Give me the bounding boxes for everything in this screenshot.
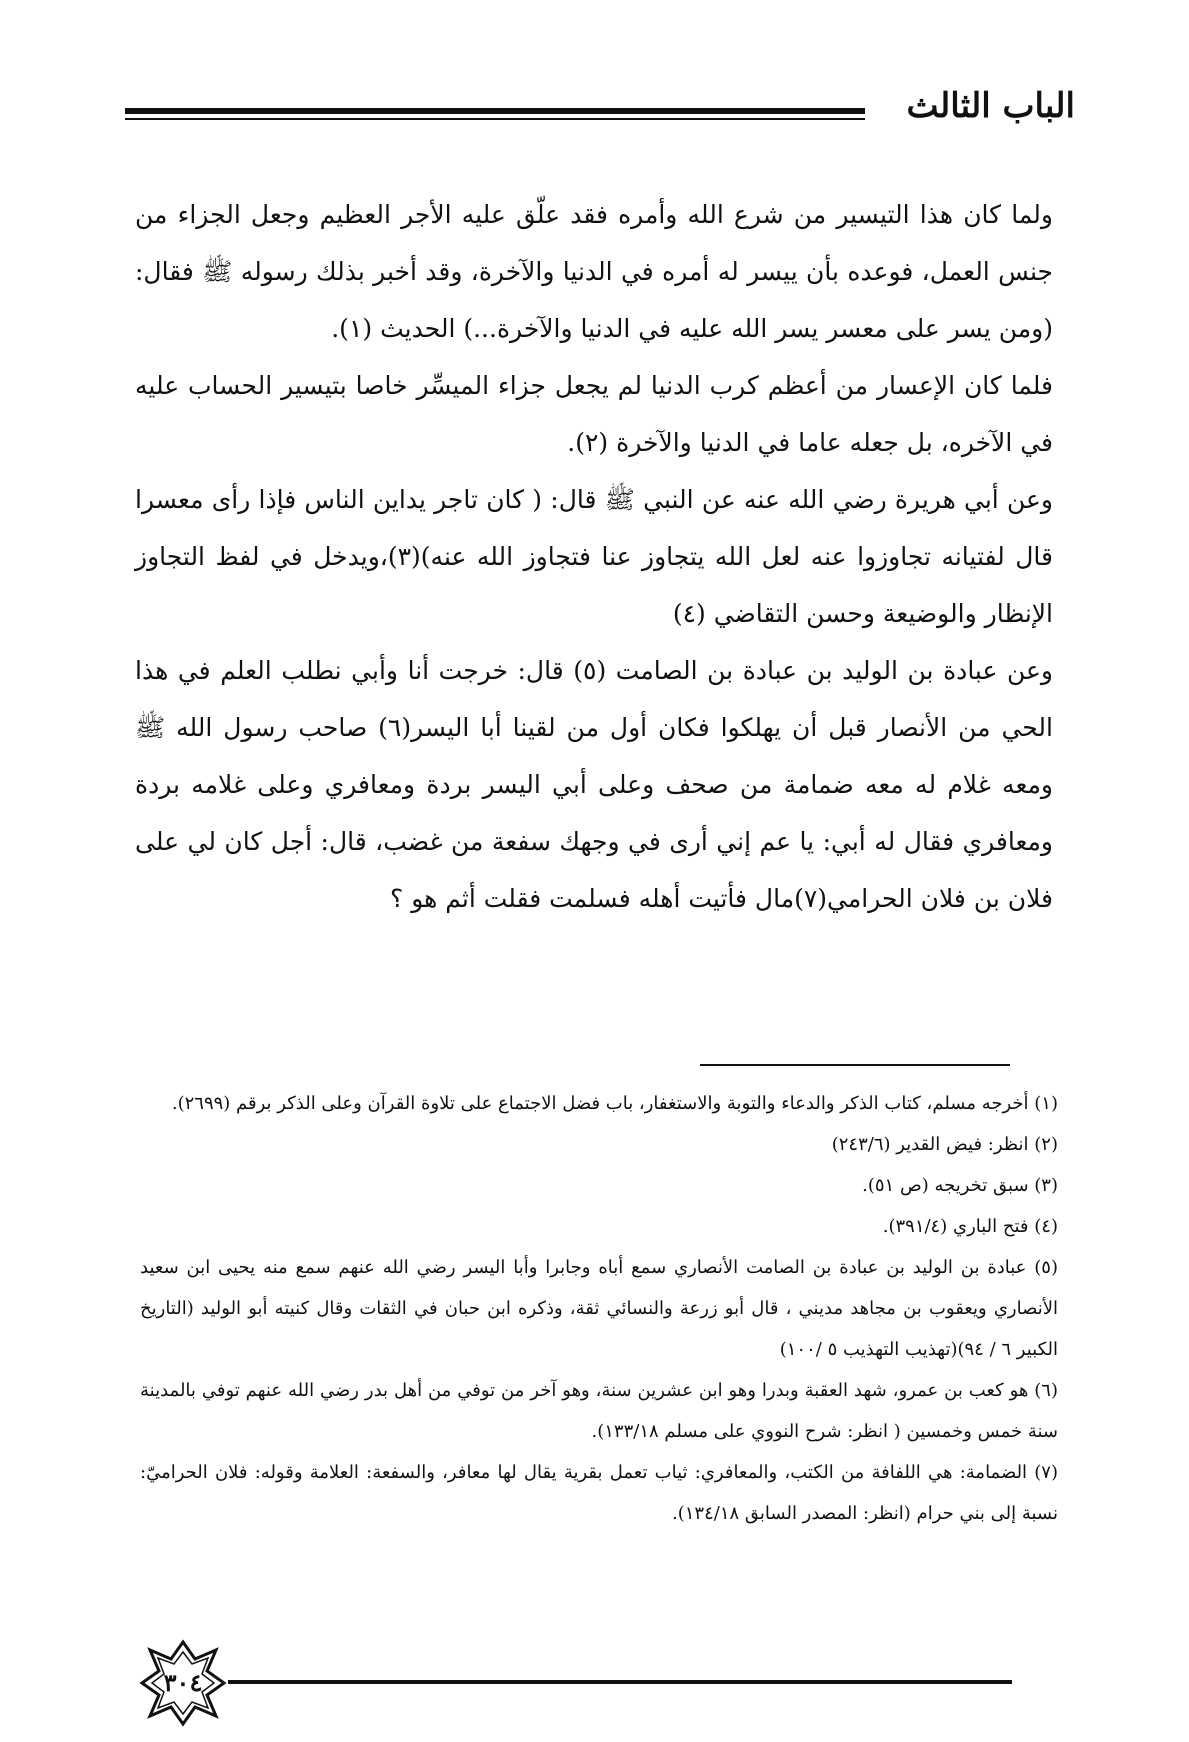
header-rule <box>125 108 865 122</box>
main-text <box>135 186 1053 927</box>
footnote-1: (١) أخرجه مسلم، كتاب الذكر والدعاء والتوبة والاستغفار، باب فضل الاجتماع على تلاوة القرآن وعلى الذكر برقم (٢٦٩٩). <box>171 1093 1058 1114</box>
page-header <box>125 78 1085 138</box>
footnote-separator <box>700 1064 1010 1066</box>
footnote-3: (٣) سبق تخريجه (ص ٥١). <box>862 1175 1058 1196</box>
header-rule-thick <box>125 108 865 114</box>
footnote-7: (٧) الضمامة: هي اللفافة من الكتب، والمعافري: ثياب تعمل بقرية يقال لها معافر، والسفعة: العلامة وقوله: فلان الحراميّ: نسبة إلى بني حرام (انظر: المصدر السابق ١٣٤/١٨). <box>140 1462 1058 1524</box>
footer-rule <box>228 1680 1012 1684</box>
footnote-4: (٤) فتح الباري (٣٩١/٤). <box>882 1216 1058 1237</box>
footnote-6: (٦) هو كعب بن عمرو، شهد العقبة وبدرا وهو ابن عشرين سنة، وهو آخر من توفي من أهل بدر رضي الله عنهم توفي بالمدينة سنة خمس وخمسين ( انظر: شرح النووي على مسلم ١٣٣/١٨). <box>140 1380 1058 1442</box>
paragraph-3: وعن أبي هريرة رضي الله عنه عن النبي ﷺ قال: ( كان تاجر يداين الناس فإذا رأى معسرا قال لفتيانه تجاوزوا عنه لعل الله يتجاوز عنا فتجاوز الله عنه)(٣)،ويدخل في لفظ التجاوز الإنظار والوضيعة وحسن التقاضي (٤) <box>135 485 1053 628</box>
paragraph-1: ولما كان هذا التيسير من شرع الله وأمره فقد علّق عليه الأجر العظيم وجعل الجزاء من جنس العمل، فوعده بأن ييسر له أمره في الدنيا والآخرة، وقد أخبر بذلك رسوله ﷺ فقال: (ومن يسر على معسر يسر الله عليه في الدنيا والآخرة...) الحديث (١). <box>135 200 1053 343</box>
chapter-title: الباب الثالث <box>906 86 1075 126</box>
paragraph-4: وعن عبادة بن الوليد بن عبادة بن الصامت (٥) قال: خرجت أنا وأبي نطلب العلم في هذا الحي من الأنصار قبل أن يهلكوا فكان أول من لقينا أبا اليسر(٦) صاحب رسول الله ﷺ ومعه غلام له معه ضمامة من صحف وعلى أبي اليسر بردة ومعافري وعلى غلامه بردة ومعافري فقال له أبي: يا عم إني أرى في وجهك سفعة من غضب، قال: أجل كان لي على فلان بن فلان الحرامي(٧)مال فأتيت أهله فسلمت فقلت أثم هو ؟ <box>135 656 1053 913</box>
page-number-ornament <box>138 1638 228 1728</box>
header-rule-thin <box>125 118 865 120</box>
footnote-2: (٢) انظر: فيض القدير (٢٤٣/٦) <box>831 1134 1058 1155</box>
footnotes <box>140 1083 1058 1534</box>
page-number: ٣٠٤ <box>163 1668 203 1697</box>
footnote-5: (٥) عبادة بن الوليد بن عبادة بن الصامت الأنصاري سمع أباه وجابرا وأبا اليسر رضي الله عنهم سمع منه يحيى ابن سعيد الأنصاري ويعقوب بن مجاهد مديني ، قال أبو زرعة والنسائي ثقة، وذكره ابن حبان في الثقات وقال كنيته أبو الوليد (التاريخ الكبير ٦ / ٩٤)(تهذيب التهذيب ٥ /١٠٠) <box>140 1257 1058 1360</box>
paragraph-2: فلما كان الإعسار من أعظم كرب الدنيا لم يجعل جزاء الميسِّر خاصا بتيسير الحساب عليه في الآخره، بل جعله عاما في الدنيا والآخرة (٢). <box>135 371 1053 457</box>
